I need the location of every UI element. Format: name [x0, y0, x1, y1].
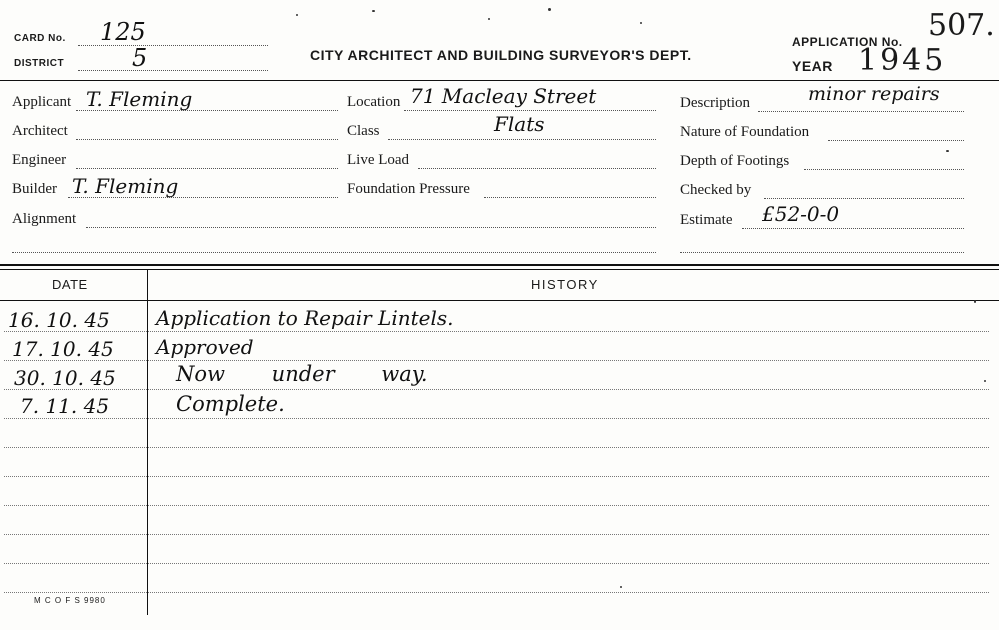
- architect-label: Architect: [12, 123, 68, 139]
- nature-of-foundation-label: Nature of Foundation: [680, 124, 810, 140]
- class-value: Flats: [494, 112, 545, 136]
- class-label: Class: [347, 123, 380, 139]
- builder-value: T. Fleming: [72, 174, 179, 198]
- application-label: APPLICATION No.: [792, 35, 903, 49]
- builder-label: Builder: [12, 181, 57, 197]
- district-value: 5: [132, 44, 148, 72]
- card-no-value: 125: [100, 18, 146, 46]
- history-date-1: 16. 10. 45: [8, 308, 110, 332]
- checked-by-label: Checked by: [680, 182, 752, 198]
- history-text-1: Application to Repair Lintels.: [156, 306, 454, 330]
- applicant-label: Applicant: [12, 94, 72, 110]
- depth-of-footings-label: Depth of Footings: [680, 153, 790, 169]
- estimate-value: £52-0-0: [762, 202, 840, 226]
- year-value: 1945: [858, 43, 947, 78]
- date-column-header: DATE: [52, 277, 88, 292]
- location-value: 71 Macleay Street: [410, 84, 597, 108]
- form-code: M C O F S 9980: [34, 596, 106, 605]
- history-date-4: 7. 11. 45: [20, 394, 110, 418]
- description-value: minor repairs: [808, 83, 940, 105]
- history-text-2: Approved: [156, 335, 254, 359]
- year-label: YEAR: [792, 58, 833, 74]
- foundation-pressure-label: Foundation Pressure: [347, 181, 470, 197]
- history-date-3: 30. 10. 45: [14, 366, 116, 390]
- applicant-value: T. Fleming: [86, 87, 193, 111]
- location-label: Location: [347, 94, 401, 110]
- history-text-3: Now under way.: [176, 362, 428, 386]
- department-title: CITY ARCHITECT AND BUILDING SURVEYOR'S DEPT.: [310, 47, 692, 63]
- description-label: Description: [680, 95, 750, 111]
- alignment-label: Alignment: [12, 211, 77, 227]
- estimate-label: Estimate: [680, 212, 733, 228]
- history-column-header: HISTORY: [531, 277, 599, 292]
- engineer-label: Engineer: [12, 152, 67, 168]
- district-label: DISTRICT: [14, 58, 65, 69]
- history-text-4: Complete.: [176, 392, 285, 416]
- history-date-2: 17. 10. 45: [12, 337, 114, 361]
- card-no-label: CARD No.: [14, 33, 66, 44]
- live-load-label: Live Load: [347, 152, 410, 168]
- application-value: 507.: [928, 8, 995, 43]
